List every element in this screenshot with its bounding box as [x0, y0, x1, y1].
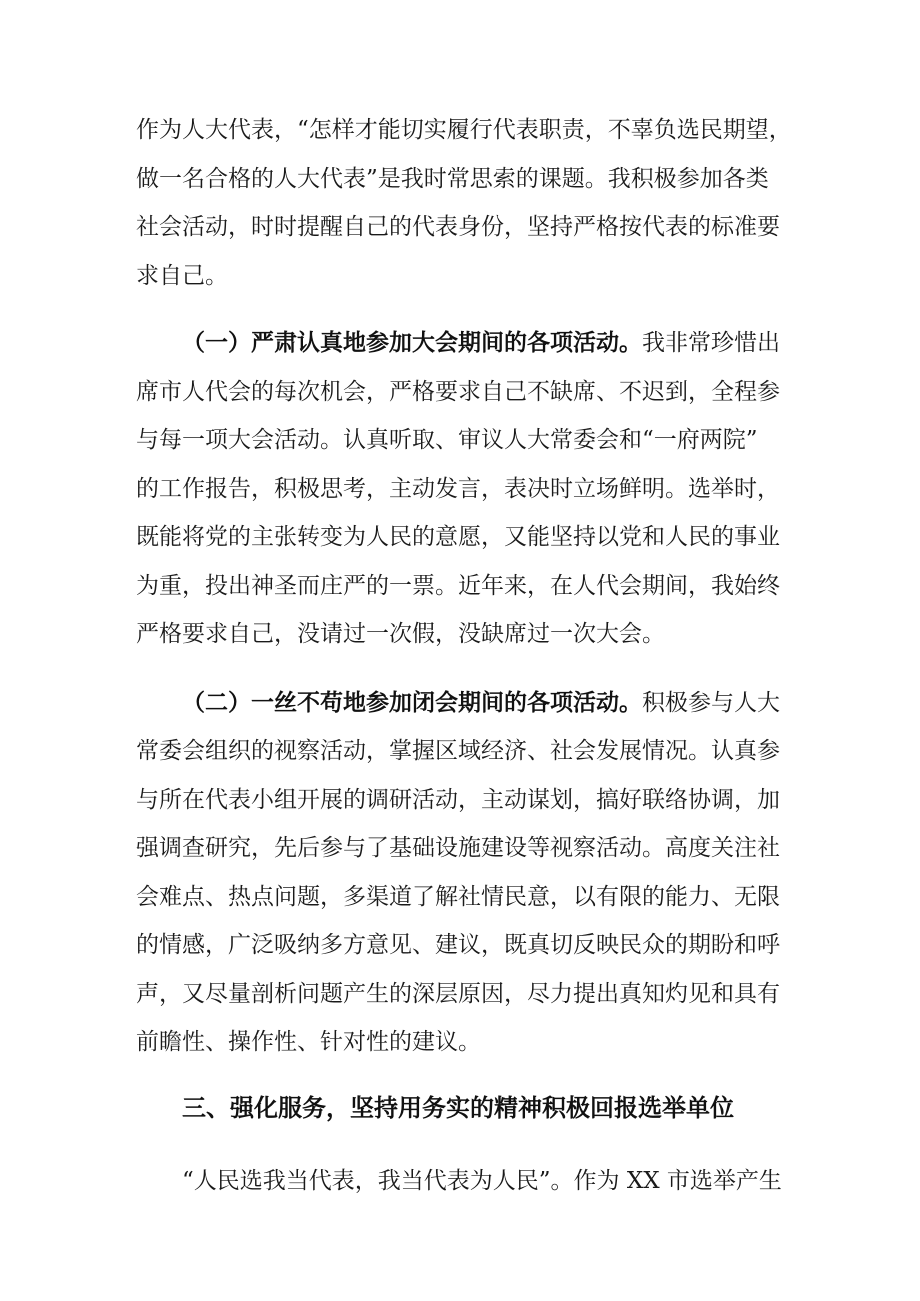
paragraph-3-first-rest: 积极参与人大 — [642, 690, 780, 716]
paragraph-1-line-2: 做一名合格的人大代表”是我时常思索的课题。我积极参加各类 — [136, 166, 769, 192]
paragraph-3-line-5: 会难点、热点问题，多渠道了解社情民意，以有限的能力、无限 — [136, 884, 780, 910]
paragraph-3-line-2: 常委会组织的视察活动，掌握区域经济、社会发展情况。认真参 — [136, 738, 780, 764]
paragraph-3-line-3: 与所在代表小组开展的调研活动，主动谋划，搞好联络协调，加 — [136, 787, 780, 813]
paragraph-2-first-rest: 我非常珍惜出 — [642, 330, 780, 356]
paragraph-3-line-8: 前瞻性、操作性、针对性的建议。 — [136, 1029, 481, 1055]
paragraph-2-line-7: 严格要求自己，没请过一次假，没缺席过一次大会。 — [136, 621, 665, 647]
paragraph-2-line-6: 为重，投出神圣而庄严的一票。近年来，在人代会期间，我始终 — [136, 573, 780, 599]
paragraph-1-line-4: 求自己。 — [136, 263, 228, 289]
paragraph-1-line-1: 作为人大代表，“怎样才能切实履行代表职责，不辜负选民期望， — [136, 117, 792, 143]
paragraph-3-bold-lead: （二）一丝不苟地参加闭会期间的各项活动。 — [182, 689, 642, 716]
section-heading: 三、强化服务，坚持用务实的精神积极回报选举单位 — [182, 1094, 734, 1122]
paragraph-4-first-line: “人民选我当代表，我当代表为人民”。作为 XX 市选举产生 — [182, 1168, 782, 1194]
paragraph-2-first-line — [0, 323, 920, 363]
paragraph-2-line-3: 与每一项大会活动。认真听取、审议人大常委会和“一府两院” — [136, 427, 758, 453]
paragraph-3-line-7: 声，又尽量剖析问题产生的深层原因，尽力提出真知灼见和具有 — [136, 981, 780, 1007]
paragraph-1-line-3: 社会活动，时时提醒自己的代表身份，坚持严格按代表的标准要 — [136, 214, 780, 240]
paragraph-2-line-2: 席市人代会的每次机会，严格要求自己不缺席、不迟到，全程参 — [136, 379, 780, 405]
paragraph-3-line-4: 强调查研究，先后参与了基础设施建设等视察活动。高度关注社 — [136, 835, 780, 861]
paragraph-2-line-4: 的工作报告，积极思考，主动发言，表决时立场鲜明。选举时， — [136, 476, 780, 502]
paragraph-3-line-6: 的情感，广泛吸纳多方意见、建议，既真切反映民众的期盼和呼 — [136, 932, 780, 958]
paragraph-2-line-5: 既能将党的主张转变为人民的意愿，又能坚持以党和人民的事业 — [136, 524, 780, 550]
paragraph-3-first-line — [0, 683, 920, 723]
paragraph-2-bold-lead: （一）严肃认真地参加大会期间的各项活动。 — [182, 329, 642, 356]
